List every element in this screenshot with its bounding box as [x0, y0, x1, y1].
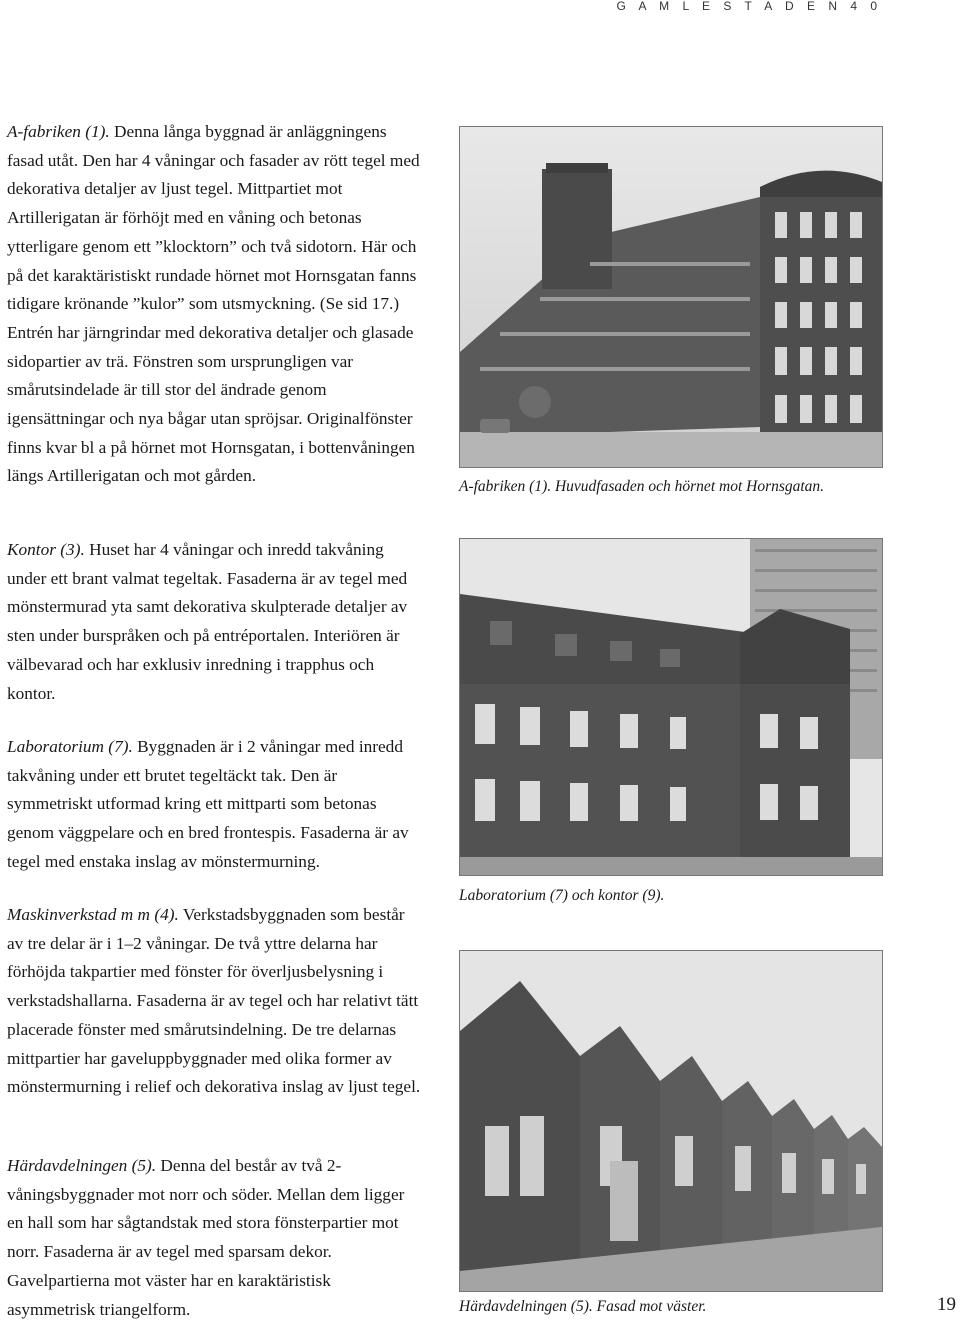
photo-laboratorium-kontor — [459, 538, 883, 876]
section-title: Härdavdelningen (5). — [7, 1156, 157, 1175]
running-header: G A M L E S T A D E N 4 0 — [616, 0, 882, 13]
section-body: Byggnaden är i 2 våningar med inredd takvåning under ett brutet tegeltäckt tak. Den är symmetriskt utformad kring ett mittparti som betonas genom väggpelare och en bred frontespis. Fasaderna är av tegel med enstaka inslag av mönstermurning. — [7, 737, 409, 871]
section-title: Maskinverkstad m m (4). — [7, 905, 179, 924]
caption-a-fabriken: A-fabriken (1). Huvudfasaden och hörnet mot Hornsgatan. — [459, 478, 825, 495]
section-kontor — [7, 536, 422, 708]
section-body: Huset har 4 våningar och inredd takvåning under ett brant valmat tegeltak. Fasaderna är av tegel med mönstermurad yta samt dekorativa skulpterade detaljer av sten under burspråken och på entréportalen. Interiören är välbevarad och har exklusiv inredning i trapphus och kontor. — [7, 540, 408, 703]
section-title: Laboratorium (7). — [7, 737, 133, 756]
photo-hardavdelningen — [459, 950, 883, 1292]
section-body: Denna del består av två 2-våningsbyggnader mot norr och söder. Mellan dem ligger en hall som har sågtandstak med stora fönsterpartier mot norr. Fasaderna är av tegel med sparsam dekor. Gavelpartierna mot väster har en karaktäristisk asymmetrisk triangelform. — [7, 1156, 405, 1319]
section-title: Kontor (3). — [7, 540, 85, 559]
section-hardavdelningen — [7, 1152, 422, 1324]
section-body: Denna långa byggnad är anläggningens fasad utåt. Den har 4 våningar och fasader av rött tegel med dekorativa detaljer av ljust tegel. Mittpartiet mot Artillerigatan är förhöjt med en våning och betonas ytterligare genom ett ”klocktorn” och två sidotorn. Här och på det karaktäristiskt rundade hörnet mot Hornsgatan fanns tidigare krönande ”kulor” som utsmyckning. (Se sid 17.) Entrén har järngrindar med dekorativa detaljer och glasade sidopartier av trä. Fönstren som ursprungligen var smårutsindelade är till stor del ändrade genom igensättningar och nya bågar utan spröjsar. Originalfönster finns kvar bl a på hörnet mot Hornsgatan, i bottenvåningen längs Artillerigatan och mot gården. — [7, 122, 420, 486]
caption-hardavdelningen: Härdavdelningen (5). Fasad mot väster. — [459, 1298, 707, 1315]
page-number: 19 — [937, 1294, 956, 1315]
caption-laboratorium-kontor: Laboratorium (7) och kontor (9). — [459, 887, 665, 904]
section-maskinverkstad — [7, 901, 422, 1102]
section-laboratorium — [7, 733, 422, 877]
photo-a-fabriken — [459, 126, 883, 468]
section-title: A-fabriken (1). — [7, 122, 110, 141]
section-body: Verkstadsbyggnaden som består av tre delar är i 1–2 våningar. De två yttre delarna har förhöjda takpartier med fönster för överljusbelysning i verkstadshallarna. Fasaderna är av tegel och har relativt tätt placerade fönster med smårutsindelning. De tre delarnas mittpartier har gaveluppbyggnader med olika former av mönstermurning i relief och dekorativa inslag av ljust tegel. — [7, 905, 421, 1097]
section-a-fabriken — [7, 118, 422, 491]
